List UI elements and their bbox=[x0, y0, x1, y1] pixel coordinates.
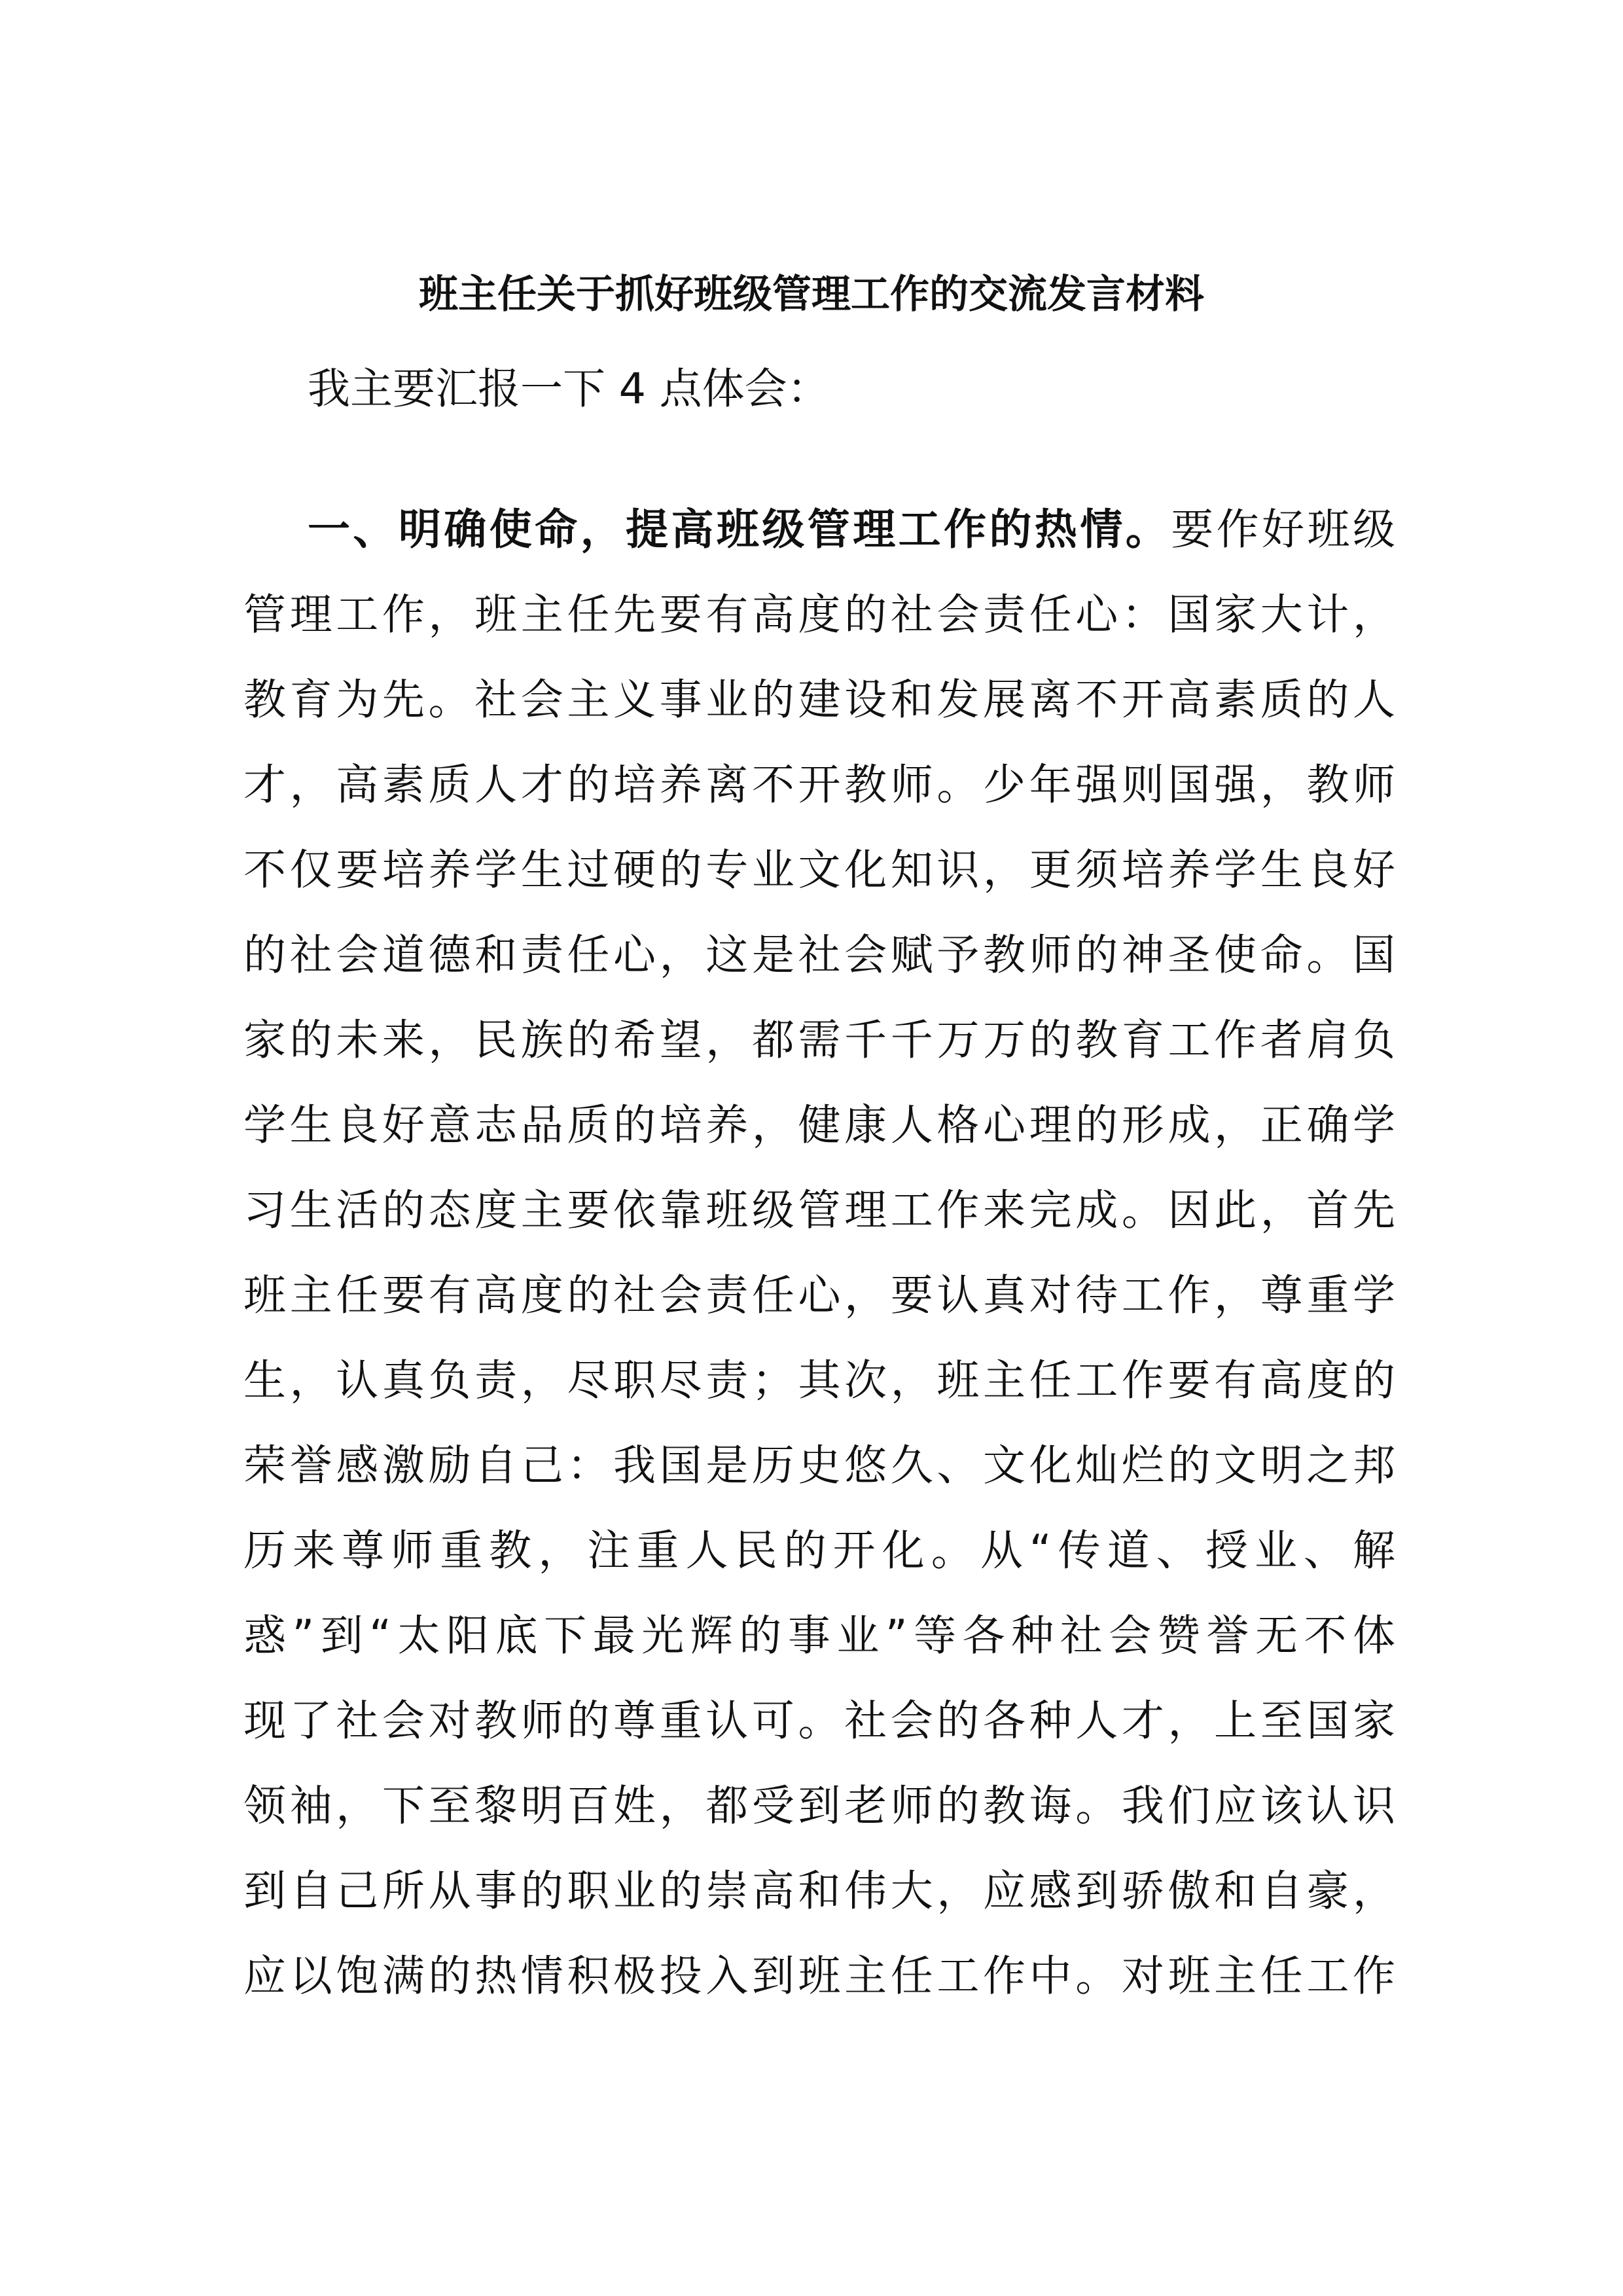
intro-paragraph: 我主要汇报一下 4 点体会： bbox=[308, 365, 830, 414]
paragraph-line: 生，认真负责，尽职尽责；其次，班主任工作要有高度的 bbox=[243, 1356, 1395, 1405]
paragraph-line: 家的未来，民族的希望，都需千千万万的教育工作者肩负 bbox=[243, 1016, 1395, 1065]
paragraph-line: 到自己所从事的职业的崇高和伟大，应感到骄傲和自豪， bbox=[243, 1867, 1395, 1916]
document-title: 班主任关于抓好班级管理工作的交流发言材料 bbox=[419, 272, 1204, 317]
paragraph-line: 教育为先。社会主义事业的建设和发展离不开高素质的人 bbox=[243, 675, 1395, 725]
paragraph-line: 不仅要培养学生过硬的专业文化知识，更须培养学生良好 bbox=[243, 846, 1395, 895]
paragraph-line: 现了社会对教师的尊重认可。社会的各种人才，上至国家 bbox=[243, 1696, 1395, 1746]
line-text: 要作好班级 bbox=[1171, 505, 1395, 554]
paragraph-line: 历来尊师重教，注重人民的开化。从“传道、授业、解 bbox=[243, 1526, 1395, 1575]
paragraph-line bbox=[308, 488, 1395, 573]
paragraph-line: 班主任要有高度的社会责任心，要认真对待工作，尊重学 bbox=[243, 1271, 1395, 1320]
paragraph-line: 习生活的态度主要依靠班级管理工作来完成。因此，首先 bbox=[243, 1186, 1395, 1235]
paragraph-line: 领袖，下至黎明百姓，都受到老师的教诲。我们应该认识 bbox=[243, 1782, 1395, 1831]
section-1-heading: 一、明确使命，提高班级管理工作的热情。 bbox=[308, 505, 1171, 554]
paragraph-line: 的社会道德和责任心，这是社会赋予教师的神圣使命。国 bbox=[243, 931, 1395, 980]
paragraph-line: 管理工作，班主任先要有高度的社会责任心：国家大计， bbox=[243, 590, 1395, 639]
paragraph-line: 学生良好意志品质的培养，健康人格心理的形成，正确学 bbox=[243, 1101, 1395, 1150]
paragraph-line: 荣誉感激励自己：我国是历史悠久、文化灿烂的文明之邦 bbox=[243, 1441, 1395, 1490]
paragraph-line: 才，高素质人才的培养离不开教师。少年强则国强，教师 bbox=[243, 761, 1395, 810]
paragraph-line: 应以饱满的热情积极投入到班主任工作中。对班主任工作 bbox=[243, 1952, 1395, 2001]
paragraph-line: 惑”到“太阳底下最光辉的事业”等各种社会赞誉无不体 bbox=[243, 1611, 1395, 1660]
